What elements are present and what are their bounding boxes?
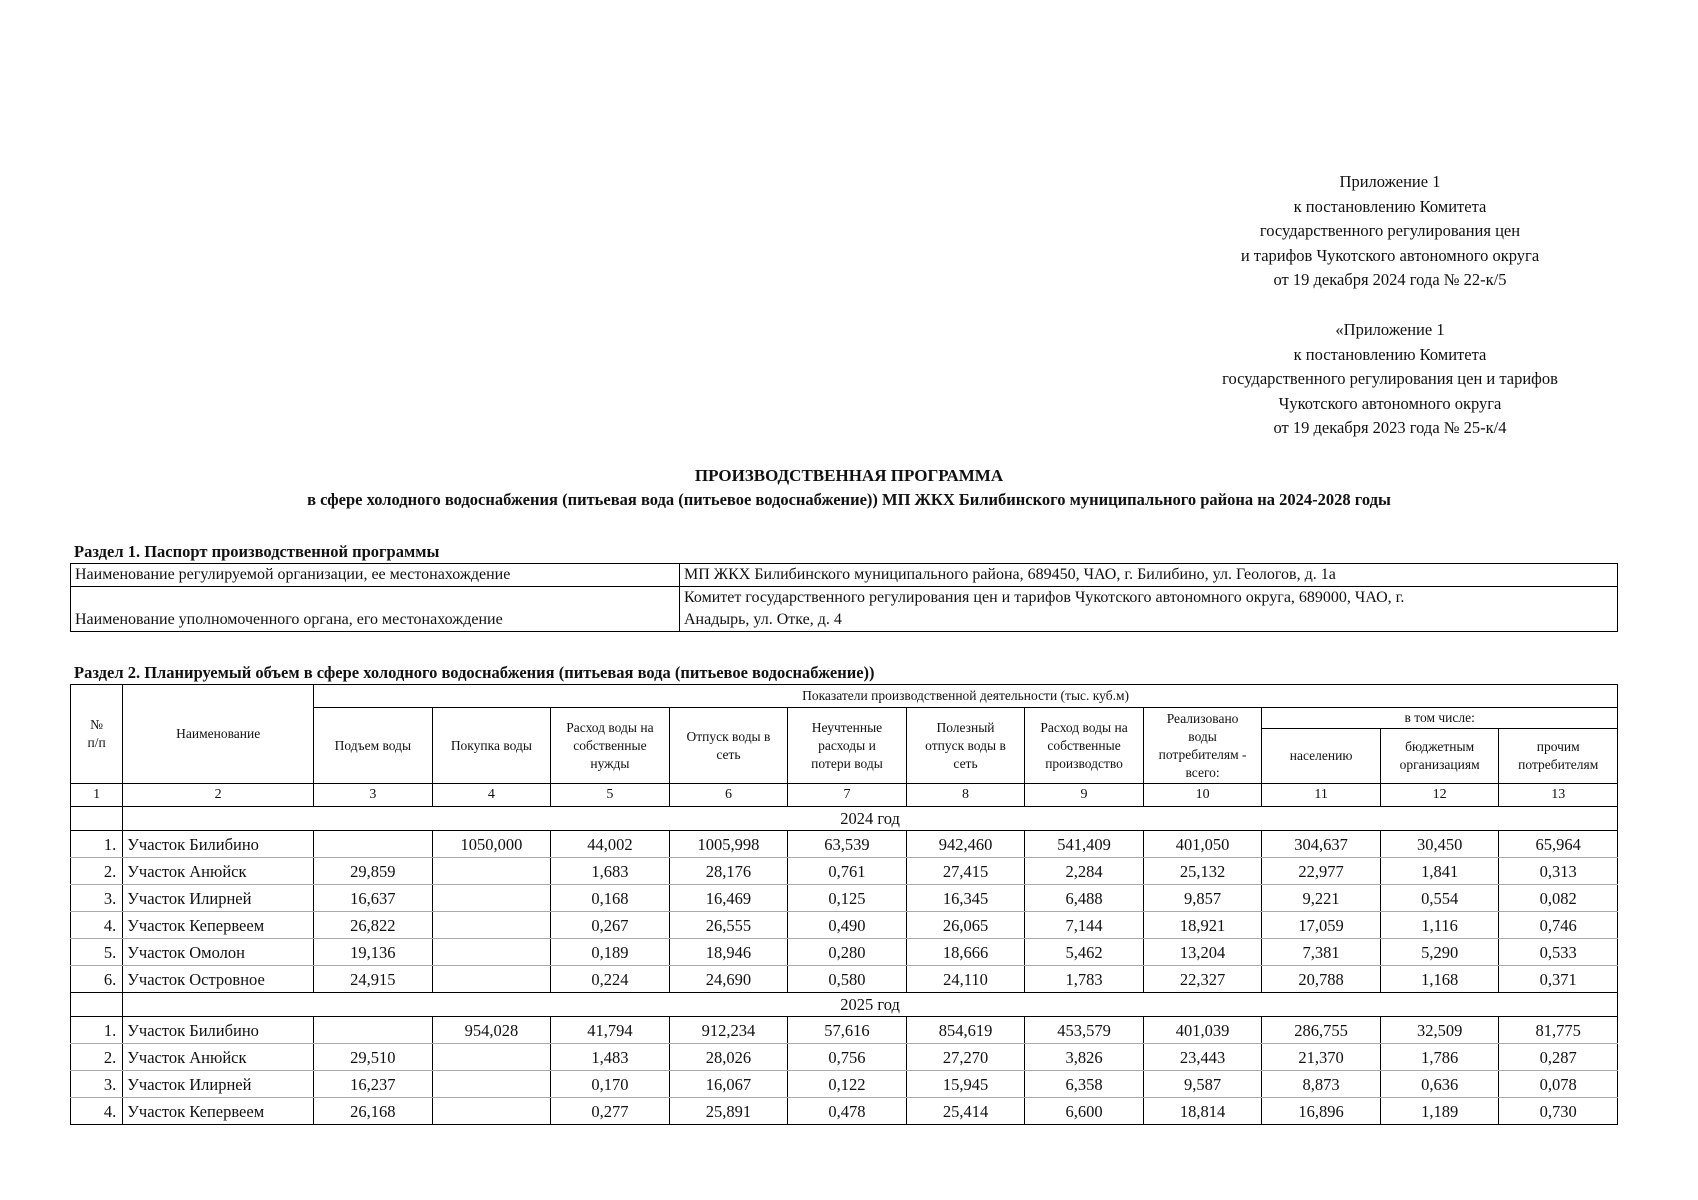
row-value: 16,067 (669, 1071, 788, 1098)
text-line: бюджетным (1405, 739, 1475, 754)
row-value: 1,483 (551, 1044, 670, 1071)
including-header: в том числе: (1262, 708, 1618, 729)
year-label: 2025 год (123, 993, 1618, 1017)
passport-table (70, 563, 1618, 632)
col-header (1262, 729, 1381, 784)
row-value: 17,059 (1262, 912, 1381, 939)
row-value: 401,039 (1143, 1017, 1262, 1044)
row-name: Участок Илирней (123, 885, 314, 912)
text-line: Подъем воды (334, 737, 412, 753)
header-line: «Приложение 1 (1335, 320, 1445, 339)
text-line: нужды (590, 755, 630, 771)
column-number: 7 (788, 784, 907, 807)
row-value: 7,144 (1025, 912, 1144, 939)
table-row (71, 1044, 1618, 1071)
row-value: 1050,000 (432, 831, 551, 858)
row-value: 0,756 (788, 1044, 907, 1071)
row-name: Участок Кепервеем (123, 1098, 314, 1125)
text-line: прочим (1536, 739, 1580, 754)
row-value: 26,822 (314, 912, 433, 939)
column-number: 12 (1380, 784, 1499, 807)
indicator-group-header: Показатели производственной деятельности (тыс. куб.м) (314, 685, 1618, 708)
row-value: 9,587 (1143, 1071, 1262, 1098)
col-header (1499, 729, 1618, 784)
row-value: 21,370 (1262, 1044, 1381, 1071)
text-line: Неучтенные (811, 719, 883, 735)
column-number: 11 (1262, 784, 1381, 807)
year-label: 2024 год (123, 807, 1618, 831)
section1-heading: Раздел 1. Паспорт производственной программы (74, 542, 440, 561)
row-value: 453,579 (1025, 1017, 1144, 1044)
text-line: потребителям (1518, 757, 1599, 772)
row-value: 1,168 (1380, 966, 1499, 993)
text-line: потребителям - (1158, 746, 1247, 762)
row-index: 1. (71, 831, 123, 858)
volume-table (70, 684, 1618, 1125)
column-number: 6 (669, 784, 788, 807)
column-number: 3 (314, 784, 433, 807)
col-header (1380, 729, 1499, 784)
document-title: ПРОИЗВОДСТВЕННАЯ ПРОГРАММА (694, 466, 1004, 485)
row-value: 63,539 (788, 831, 907, 858)
row-index: 6. (71, 966, 123, 993)
col-header (314, 708, 433, 784)
row-value: 942,460 (906, 831, 1025, 858)
row-value: 5,462 (1025, 939, 1144, 966)
column-number: 4 (432, 784, 551, 807)
row-value (432, 1071, 551, 1098)
row-value: 0,287 (1499, 1044, 1618, 1071)
col-header (1025, 708, 1144, 784)
header-line: Чукотского автономного округа (1278, 393, 1502, 413)
row-index: 2. (71, 1044, 123, 1071)
row-value: 16,345 (906, 885, 1025, 912)
row-value: 541,409 (1025, 831, 1144, 858)
row-value: 0,277 (551, 1098, 670, 1125)
row-value: 8,873 (1262, 1071, 1381, 1098)
row-value: 18,921 (1143, 912, 1262, 939)
row-value (314, 1017, 433, 1044)
row-value: 57,616 (788, 1017, 907, 1044)
year-spacer (71, 807, 123, 831)
row-value: 912,234 (669, 1017, 788, 1044)
row-value: 0,478 (788, 1098, 907, 1125)
row-value: 954,028 (432, 1017, 551, 1044)
column-number: 9 (1025, 784, 1144, 807)
table-row (71, 858, 1618, 885)
text-line: отпуск воды в (925, 737, 1006, 753)
row-value: 26,168 (314, 1098, 433, 1125)
row-value: 16,237 (314, 1071, 433, 1098)
text-line: собственные (1047, 737, 1121, 753)
row-value: 29,510 (314, 1044, 433, 1071)
table-row (71, 966, 1618, 993)
year-row (71, 993, 1618, 1017)
row-value: 0,224 (551, 966, 670, 993)
row-value: 6,358 (1025, 1071, 1144, 1098)
year-spacer (71, 993, 123, 1017)
column-number: 2 (123, 784, 314, 807)
row-value: 1,786 (1380, 1044, 1499, 1071)
row-value: 0,125 (788, 885, 907, 912)
row-value: 2,284 (1025, 858, 1144, 885)
row-value (432, 858, 551, 885)
row-value: 1,683 (551, 858, 670, 885)
row-value: 1,116 (1380, 912, 1499, 939)
row-name: Участок Омолон (123, 939, 314, 966)
header-line: к постановлению Комитета (1293, 344, 1487, 364)
row-index: 3. (71, 885, 123, 912)
row-value: 81,775 (1499, 1017, 1618, 1044)
header-line: и тарифов Чукотского автономного округа (1240, 245, 1540, 265)
row-value: 0,533 (1499, 939, 1618, 966)
row-value: 30,450 (1380, 831, 1499, 858)
header-line: от 19 декабря 2024 года № 22-к/5 (1273, 270, 1507, 289)
row-value: 28,026 (669, 1044, 788, 1071)
text-line: № (90, 717, 104, 732)
row-name: Участок Анюйск (123, 1044, 314, 1071)
row-value: 15,945 (906, 1071, 1025, 1098)
column-number: 1 (71, 784, 123, 807)
row-name: Участок Кепервеем (123, 912, 314, 939)
table-row (71, 1017, 1618, 1044)
row-value: 0,730 (1499, 1098, 1618, 1125)
column-number: 8 (906, 784, 1025, 807)
row-value: 27,270 (906, 1044, 1025, 1071)
row-value: 7,381 (1262, 939, 1381, 966)
row-value: 28,176 (669, 858, 788, 885)
row-name: Участок Билибино (123, 831, 314, 858)
passport-row (71, 587, 1618, 632)
row-value: 32,509 (1380, 1017, 1499, 1044)
row-value: 24,110 (906, 966, 1025, 993)
row-value: 0,761 (788, 858, 907, 885)
row-value: 1,783 (1025, 966, 1144, 993)
row-value: 0,078 (1499, 1071, 1618, 1098)
row-value: 0,168 (551, 885, 670, 912)
row-value: 13,204 (1143, 939, 1262, 966)
header-line: Приложение 1 (1339, 172, 1441, 191)
row-name: Участок Островное (123, 966, 314, 993)
text-line: Расход воды на (566, 719, 654, 735)
row-value: 27,415 (906, 858, 1025, 885)
row-value: 65,964 (1499, 831, 1618, 858)
row-value: 0,313 (1499, 858, 1618, 885)
row-value: 18,946 (669, 939, 788, 966)
text-line: всего: (1185, 764, 1220, 780)
col-header (551, 708, 670, 784)
table-row (71, 1098, 1618, 1125)
row-value: 25,414 (906, 1098, 1025, 1125)
header-line: государственного регулирования цен и тарифов (1222, 369, 1558, 388)
row-value: 16,469 (669, 885, 788, 912)
document-subtitle: в сфере холодного водоснабжения (питьевая вода (питьевое водоснабжение)) МП ЖКХ Билибинского муниципального района на 2024-2028 годы (307, 490, 1391, 509)
row-value: 0,371 (1499, 966, 1618, 993)
text-line: Покупка воды (450, 737, 532, 753)
row-value: 6,488 (1025, 885, 1144, 912)
row-value: 41,794 (551, 1017, 670, 1044)
row-value: 0,490 (788, 912, 907, 939)
row-value: 44,002 (551, 831, 670, 858)
row-name: Участок Анюйск (123, 858, 314, 885)
col-name-header: Наименование (123, 685, 314, 784)
row-index: 4. (71, 1098, 123, 1125)
row-value: 16,637 (314, 885, 433, 912)
column-number: 5 (551, 784, 670, 807)
text-line: расходы и (818, 737, 876, 753)
row-value: 24,915 (314, 966, 433, 993)
column-number-row (71, 784, 1618, 807)
row-value: 23,443 (1143, 1044, 1262, 1071)
row-index: 1. (71, 1017, 123, 1044)
row-value: 0,189 (551, 939, 670, 966)
table-row (71, 831, 1618, 858)
table-row (71, 885, 1618, 912)
table-row (71, 1071, 1618, 1098)
text-line: организациям (1399, 757, 1480, 772)
row-value: 18,814 (1143, 1098, 1262, 1125)
row-value: 0,280 (788, 939, 907, 966)
row-value: 0,746 (1499, 912, 1618, 939)
row-value: 20,788 (1262, 966, 1381, 993)
passport-value (680, 564, 1618, 587)
header-line: государственного регулирования цен (1259, 221, 1521, 240)
row-value: 401,050 (1143, 831, 1262, 858)
text-line: Расход воды на (1040, 719, 1128, 735)
row-value: 0,636 (1380, 1071, 1499, 1098)
col-index-header (71, 685, 123, 784)
passport-row (71, 564, 1618, 587)
row-value: 0,580 (788, 966, 907, 993)
row-value: 0,082 (1499, 885, 1618, 912)
header-line: от 19 декабря 2023 года № 25-к/4 (1273, 418, 1507, 437)
row-value: 22,327 (1143, 966, 1262, 993)
row-value: 1,189 (1380, 1098, 1499, 1125)
row-value (432, 885, 551, 912)
row-index: 2. (71, 858, 123, 885)
row-value (432, 1044, 551, 1071)
row-value: 29,859 (314, 858, 433, 885)
passport-label: Наименование регулируемой организации, ее местонахождение (71, 564, 680, 587)
row-value: 18,666 (906, 939, 1025, 966)
column-number: 13 (1499, 784, 1618, 807)
passport-value (680, 587, 1618, 632)
col-header (669, 708, 788, 784)
row-value: 19,136 (314, 939, 433, 966)
row-index: 4. (71, 912, 123, 939)
year-row (71, 807, 1618, 831)
row-value: 25,132 (1143, 858, 1262, 885)
row-value: 9,221 (1262, 885, 1381, 912)
table-row (71, 939, 1618, 966)
text-line: собственные (573, 737, 647, 753)
row-value (432, 912, 551, 939)
row-value: 0,554 (1380, 885, 1499, 912)
row-value: 0,267 (551, 912, 670, 939)
text-line: воды (1188, 728, 1217, 744)
row-name: Участок Илирней (123, 1071, 314, 1098)
row-value: 3,826 (1025, 1044, 1144, 1071)
row-value: 854,619 (906, 1017, 1025, 1044)
row-index: 3. (71, 1071, 123, 1098)
previous-appendix-header (1160, 318, 1620, 441)
row-value: 286,755 (1262, 1017, 1381, 1044)
row-value: 16,896 (1262, 1098, 1381, 1125)
col-header (906, 708, 1025, 784)
col-header (788, 708, 907, 784)
row-value: 26,555 (669, 912, 788, 939)
row-value (432, 1098, 551, 1125)
row-value: 6,600 (1025, 1098, 1144, 1125)
text-line: Комитет государственного регулирования цен и тарифов Чукотского автономного округа, 689000, ЧАО, г. (684, 589, 1405, 606)
row-name: Участок Билибино (123, 1017, 314, 1044)
row-value: 24,690 (669, 966, 788, 993)
table-row (71, 912, 1618, 939)
row-value (314, 831, 433, 858)
row-value: 304,637 (1262, 831, 1381, 858)
text-line: сеть (716, 746, 741, 762)
row-value: 1005,998 (669, 831, 788, 858)
text-line: производство (1045, 755, 1123, 771)
appendix-header (1160, 170, 1620, 293)
section2-heading: Раздел 2. Планируемый объем в сфере холодного водоснабжения (питьевая вода (питьевое водоснабжение)) (74, 663, 875, 682)
row-index: 5. (71, 939, 123, 966)
row-value: 26,065 (906, 912, 1025, 939)
row-value: 22,977 (1262, 858, 1381, 885)
text-line: потери воды (811, 755, 883, 771)
col-header (1143, 708, 1262, 784)
column-number: 10 (1143, 784, 1262, 807)
row-value: 1,841 (1380, 858, 1499, 885)
row-value: 9,857 (1143, 885, 1262, 912)
text-line: МП ЖКХ Билибинского муниципального района, 689450, ЧАО, г. Билибино, ул. Геологов, д. 1а (684, 566, 1336, 583)
row-value: 5,290 (1380, 939, 1499, 966)
row-value (432, 966, 551, 993)
row-value: 0,170 (551, 1071, 670, 1098)
text-line: п/п (87, 735, 106, 750)
row-value: 0,122 (788, 1071, 907, 1098)
text-line: Анадырь, ул. Отке, д. 4 (684, 611, 842, 628)
header-line: к постановлению Комитета (1293, 196, 1487, 216)
header-row-1 (71, 685, 1618, 708)
row-value: 25,891 (669, 1098, 788, 1125)
text-line: Реализовано (1166, 710, 1239, 726)
row-value (432, 939, 551, 966)
text-line: Отпуск воды в (686, 728, 771, 744)
text-line: сеть (953, 755, 978, 771)
text-line: населению (1289, 748, 1353, 763)
text-line: Полезный (936, 719, 995, 735)
col-header (432, 708, 551, 784)
passport-label: Наименование уполномоченного органа, его местонахождение (71, 587, 680, 632)
